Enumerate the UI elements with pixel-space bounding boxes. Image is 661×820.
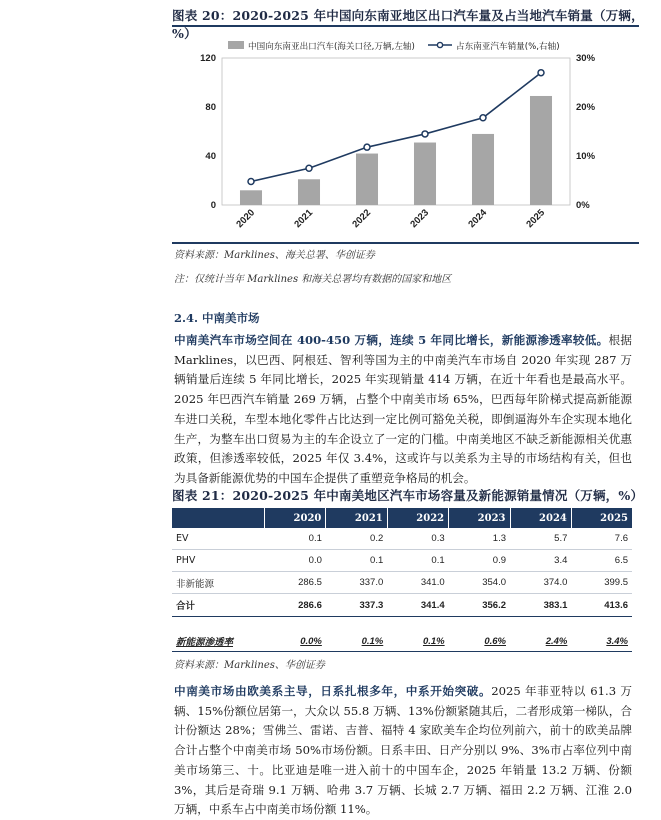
table-cell: 341.0 (387, 572, 448, 594)
table-cell: 374.0 (510, 572, 571, 594)
table-cell: 0.1 (265, 528, 326, 550)
table-cell: 413.6 (571, 594, 632, 617)
paragraph-1-lead: 中南美汽车市场空间在 400-450 万辆，连续 5 年同比增长，新能源渗透率较低。 (174, 333, 609, 347)
legend-marker-line (437, 42, 442, 47)
table-cell: 383.1 (510, 594, 571, 617)
y-left-tick-label: 120 (200, 53, 216, 64)
figure-20-source: 资料来源：Marklines、海关总署、华创证券 (174, 250, 375, 261)
x-tick-label: 2020 (234, 207, 258, 231)
y-right-tick-label: 0% (576, 200, 590, 211)
x-tick-label: 2022 (350, 207, 374, 231)
bar (298, 179, 320, 205)
line-point (422, 131, 428, 137)
table-cell: 0.2 (326, 528, 387, 550)
bar (472, 134, 494, 205)
figure-20-bottom-rule (172, 242, 639, 244)
table-cell: 354.0 (449, 572, 510, 594)
table-cell: 1.3 (449, 528, 510, 550)
y-left-tick-label: 0 (210, 200, 216, 211)
bar (414, 143, 436, 205)
y-right-tick-label: 30% (576, 53, 596, 64)
table-cell: 399.5 (571, 572, 632, 594)
x-tick-label: 2023 (408, 207, 432, 231)
table-cell: 6.5 (571, 550, 632, 572)
table-cell: 337.0 (326, 572, 387, 594)
table-cell: 337.3 (326, 594, 387, 617)
table-cell: 0.1 (387, 550, 448, 572)
figure-21-table (172, 508, 632, 652)
table-cell: 2.4% (510, 631, 571, 652)
table-cell: 0.9 (449, 550, 510, 572)
y-left-tick-label: 80 (205, 102, 216, 113)
table-cell: 0.1 (326, 550, 387, 572)
table-header-cell: 2024 (510, 508, 571, 528)
y-left-tick-label: 40 (205, 151, 216, 162)
paragraph-1-body: 根据 Marklines，以巴西、阿根廷、智利等国为主的中南美汽车市场自 2020 年实现 287 万辆销量后连续 5 年同比增长，2025 年实现销量 414 万辆，在近十年看也是最高水平。2025 年巴西汽车销量 269 万辆，占整个中南美市场 65%，巴西每年阶梯式提高新能源车进口关税，车型本地化零件占比达到一定比例可豁免关税，即倒逼海外车企实现本地化生产，为整车出口贸易为主的车企设立了一定的门槛。中南美地区不缺乏新能源相关优惠政策，但渗透率较低，2025 年仅 3.4%，这或许与以美系为主导的市场结构有关，但也为具备新能源优势的中国车企提供了重塑竞争格局的机会。 (174, 333, 632, 485)
row-label: 非新能源 (172, 572, 265, 594)
x-tick-label: 2021 (292, 207, 316, 231)
table-total-row (172, 594, 632, 617)
table-row (172, 528, 632, 550)
table-cell: 0.6% (449, 631, 510, 652)
y-right-tick-label: 20% (576, 102, 596, 113)
bar (356, 154, 378, 205)
table-cell: 356.2 (449, 594, 510, 617)
table-cell: 5.7 (510, 528, 571, 550)
bar (530, 96, 552, 205)
table-cell: 0.0% (265, 631, 326, 652)
paragraph-2-body: 2025 年菲亚特以 61.3 万辆、15%份额位居第一，大众以 55.8 万辆、13%份额紧随其后，二者形成第一梯队，合计份额达 28%；雪佛兰、雷诺、吉普、福特 4 家欧美车企均位列前六，前十的欧美品牌合计占整个中南美市场 50%市场份额。日系丰田、日产分别以 9%、3%市占率位列中南美市场第三、十。比亚迪是唯一进入前十的中国车企，2025 年销量 13.2 万辆、份额 3%，其后是奇瑞 9.1 万辆、哈弗 3.7 万辆、长城 2.7 万辆、福田 2.2 万辆、江淮 2.0 万辆，中系车占中南美市场份额 11%。 (174, 684, 632, 817)
figure-20-chart (172, 30, 639, 240)
legend-label-bar: 中国向东南亚出口汽车(海关口径,万辆,左轴) (248, 42, 415, 52)
paragraph-1 (174, 331, 632, 489)
table-cell: 3.4 (510, 550, 571, 572)
table-cell: 341.4 (387, 594, 448, 617)
table-header-cell: 2023 (449, 508, 510, 528)
figure-21-title: 图表 21：2020-2025 年中南美地区汽车市场容量及新能源销量情况（万辆，%） (172, 488, 644, 503)
figure-20-title: 图表 20：2020-2025 年中国向东南亚地区出口汽车量及占当地汽车销量（万辆，%） (172, 8, 644, 41)
table-cell: 0.1% (387, 631, 448, 652)
table-header-cell: 2025 (571, 508, 632, 528)
row-label: 新能源渗透率 (172, 631, 265, 652)
legend-swatch-bar (228, 41, 244, 49)
line-point (480, 115, 486, 121)
row-label: PHV (172, 550, 265, 572)
section-heading: 2.4. 中南美市场 (174, 311, 260, 325)
paragraph-2 (174, 682, 632, 820)
row-label: 合计 (172, 594, 265, 617)
table-header-row (172, 508, 632, 528)
table-header-cell: 2020 (265, 508, 326, 528)
figure-21-source: 资料来源：Marklines、华创证券 (174, 660, 325, 671)
table-header-cell: 2022 (387, 508, 448, 528)
y-right-tick-label: 10% (576, 151, 596, 162)
table-header-cell: 2021 (326, 508, 387, 528)
table-spacer-row (172, 617, 632, 632)
bar (240, 190, 262, 205)
table-cell: 7.6 (571, 528, 632, 550)
series-line (251, 73, 541, 182)
figure-20-top-rule (172, 25, 639, 27)
plot-frame (222, 58, 570, 205)
table-penetration-row (172, 631, 632, 652)
paragraph-2-lead: 中南美市场由欧美系主导，日系扎根多年，中系开始突破。 (174, 684, 492, 698)
table-cell: 0.3 (387, 528, 448, 550)
table-cell: 286.5 (265, 572, 326, 594)
table-row (172, 550, 632, 572)
x-tick-label: 2024 (466, 207, 490, 231)
table-header-cell (172, 508, 265, 528)
line-point (538, 70, 544, 76)
line-point (306, 165, 312, 171)
table-cell: 3.4% (571, 631, 632, 652)
table-cell: 286.6 (265, 594, 326, 617)
table-cell: 0.0 (265, 550, 326, 572)
figure-20-note: 注：仅统计当年 Marklines 和海关总署均有数据的国家和地区 (174, 274, 452, 285)
table-cell: 0.1% (326, 631, 387, 652)
legend-label-line: 占东南亚汽车销量(%,右轴) (456, 42, 560, 52)
row-label: EV (172, 528, 265, 550)
line-point (364, 144, 370, 150)
table-row (172, 572, 632, 594)
line-point (248, 178, 254, 184)
x-tick-label: 2025 (524, 207, 548, 231)
